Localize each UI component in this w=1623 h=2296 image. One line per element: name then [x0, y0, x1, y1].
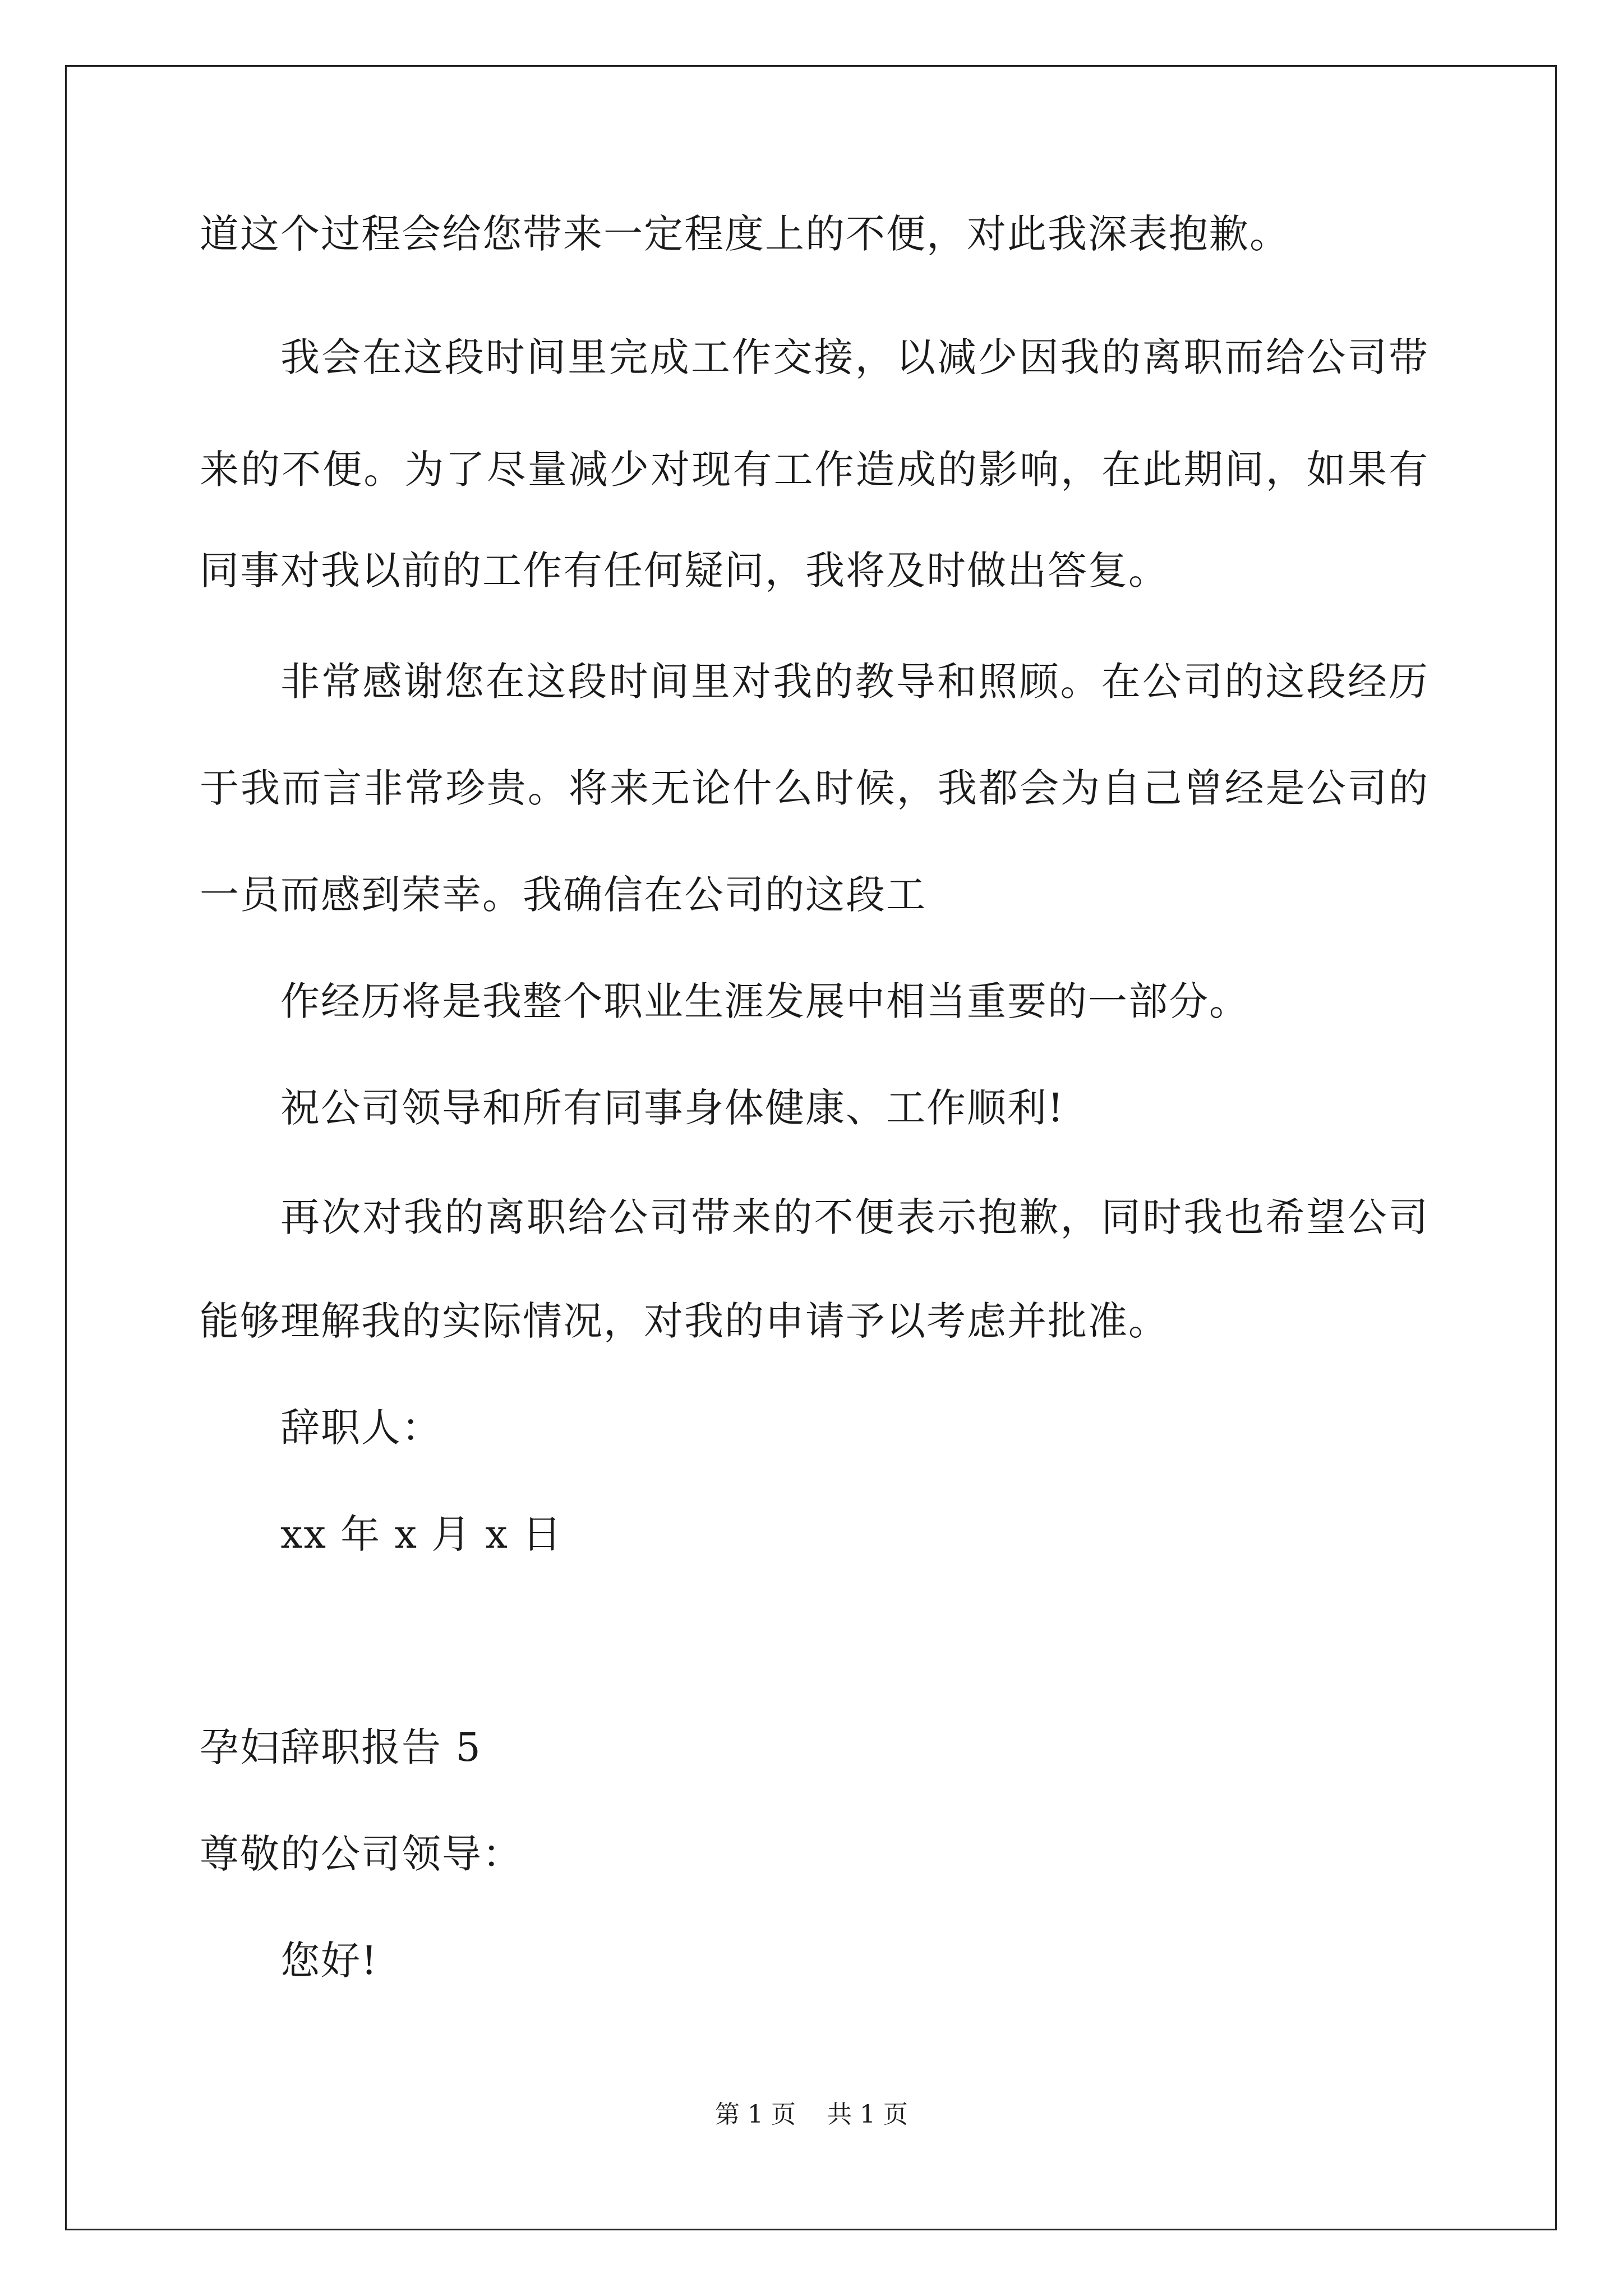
body-line-7: 一员而感到荣幸。我确信在公司的这段工: [200, 872, 926, 918]
body-line-1: 道这个过程会给您带来一定程度上的不便，对此我深表抱歉。: [200, 211, 1290, 257]
date-line: xx 年 x 月 x 日: [280, 1511, 563, 1557]
page-footer: 第 1 页 共 1 页: [715, 2100, 908, 2129]
body-line-3: 来的不便。为了尽量减少对现有工作造成的影响，在此期间，如果有: [200, 447, 1428, 493]
page-border: [65, 65, 1557, 2230]
body-line-6: 于我而言非常珍贵。将来无论什么时候，我都会为自己曾经是公司的: [200, 765, 1428, 811]
body-line-8: 作经历将是我整个职业生涯发展中相当重要的一部分。: [280, 978, 1249, 1024]
signer-label: 辞职人：: [280, 1405, 442, 1451]
body-line-4: 同事对我以前的工作有任何疑问，我将及时做出答复。: [200, 547, 1169, 593]
body-line-5: 非常感谢您在这段时间里对我的教导和照顾。在公司的这段经历: [280, 659, 1428, 705]
body-line-11: 能够理解我的实际情况，对我的申请予以考虑并批准。: [200, 1298, 1169, 1344]
body-line-10: 再次对我的离职给公司带来的不便表示抱歉，同时我也希望公司: [280, 1194, 1428, 1240]
body-line-2: 我会在这段时间里完成工作交接，以减少因我的离职而给公司带: [280, 334, 1428, 380]
body-line-9: 祝公司领导和所有同事身体健康、工作顺利!: [280, 1085, 1065, 1131]
section-heading: 孕妇辞职报告 5: [200, 1724, 482, 1770]
salutation: 尊敬的公司领导：: [200, 1831, 523, 1877]
greeting: 您好!: [280, 1938, 379, 1984]
